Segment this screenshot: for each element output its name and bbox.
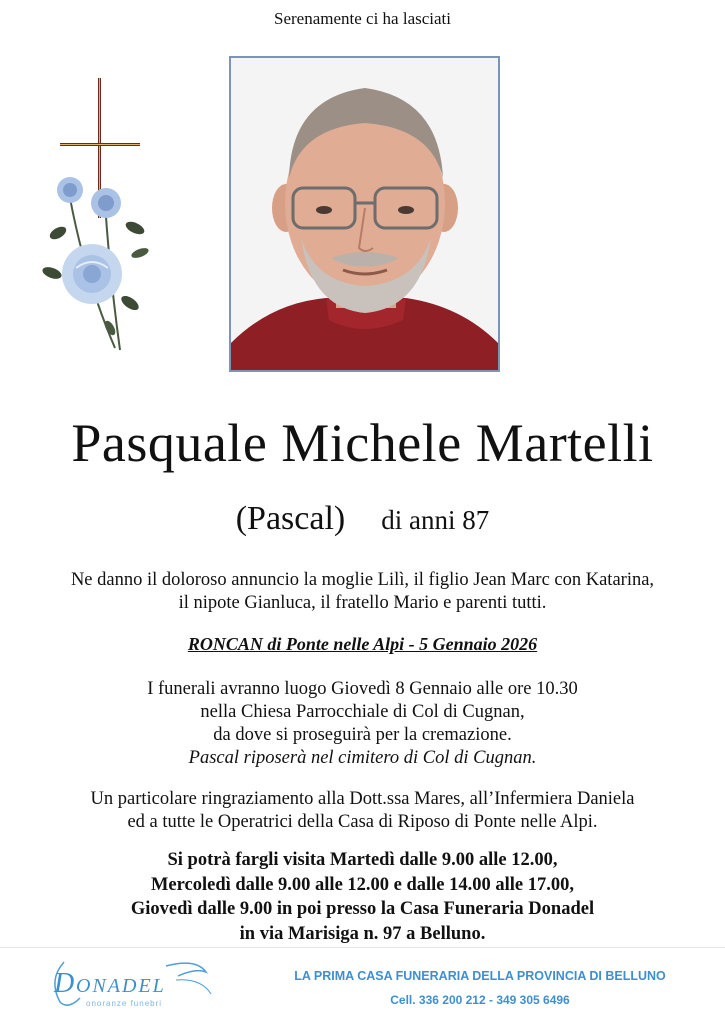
- announcement: [0, 569, 725, 615]
- nickname: (Pascal): [235, 500, 346, 537]
- funeral-info: [0, 678, 725, 770]
- funeral-line: Pascal riposerà nel cimitero di Col di Cugnan.: [188, 748, 537, 768]
- visits-line: in via Marisiga n. 97 a Belluno.: [239, 923, 486, 944]
- funeral-line: da dove si proseguirà per la cremazione.: [213, 725, 512, 745]
- footer-divider: [0, 947, 725, 948]
- visits-line: Mercoledì dalle 9.00 alle 12.00 e dalle 14.00 alle 17.00,: [150, 874, 575, 895]
- thanks-line: ed a tutte le Operatrici della Casa di Riposo di Ponte nelle Alpi.: [127, 812, 598, 832]
- svg-text:D: D: [54, 968, 76, 999]
- footer-slogan: LA PRIMA CASA FUNERARIA DELLA PROVINCIA DI BELLUNO: [294, 969, 666, 983]
- logo-subtitle: onoranze funebri: [86, 999, 163, 1008]
- cross-bouquet-icon: [40, 78, 155, 363]
- nickname-age-line: [0, 500, 725, 538]
- thanks-line: Un particolare ringraziamento alla Dott.ssa Mares, all’Infermiera Daniela: [90, 789, 635, 809]
- announcement-line: il nipote Gianluca, il fratello Mario e parenti tutti.: [178, 593, 547, 613]
- funeral-line: nella Chiesa Parrocchiale di Col di Cugnan,: [200, 702, 525, 722]
- visiting-hours: [0, 848, 725, 946]
- location-date: RONCAN di Ponte nelle Alpi - 5 Gennaio 2026: [187, 634, 538, 654]
- age: di anni 87: [381, 505, 490, 535]
- portrait-photo: [229, 56, 500, 372]
- visits-line: Giovedì dalle 9.00 in poi presso la Casa Funeraria Donadel: [130, 899, 595, 919]
- announcement-line: Ne danno il doloroso annuncio la moglie Lilì, il figlio Jean Marc con Katarina,: [70, 570, 655, 590]
- deceased-name: Pasquale Michele Martelli: [71, 413, 654, 473]
- footer-phone: Cell. 336 200 212 - 349 305 6496: [390, 993, 570, 1007]
- visits-line: Si potrà fargli visita Martedì dalle 9.00 alle 12.00,: [167, 850, 558, 870]
- logo-text: ONADEL: [76, 975, 166, 997]
- header-text: Serenamente ci ha lasciati: [274, 9, 451, 28]
- donadel-logo: [46, 958, 216, 1013]
- funeral-line: I funerali avranno luogo Giovedì 8 Gennaio alle ore 10.30: [147, 679, 578, 699]
- thanks: [0, 788, 725, 834]
